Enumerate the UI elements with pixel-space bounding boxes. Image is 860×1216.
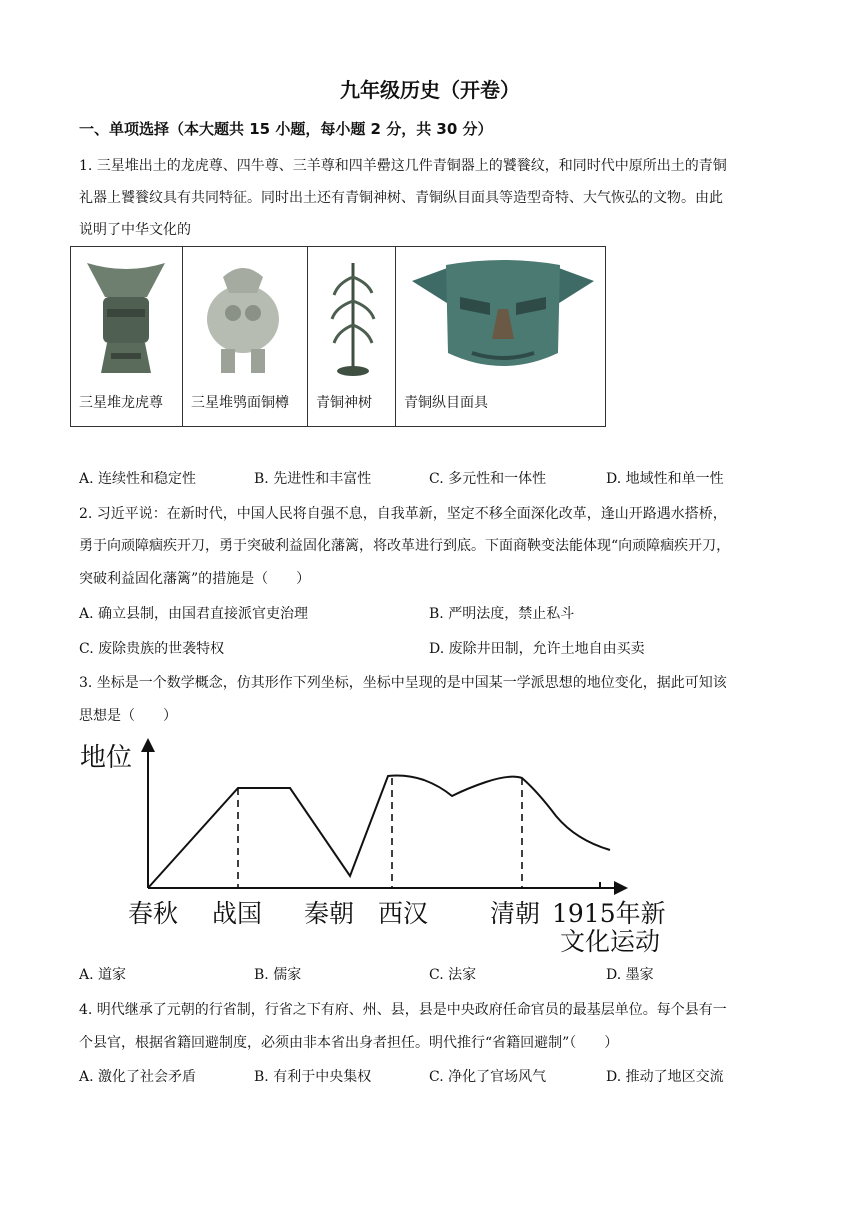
q2-option-a[interactable]: A. 确立县制，由国君直接派官吏治理: [79, 606, 309, 622]
caption-bronze-mask: 青铜纵目面具: [404, 395, 488, 411]
q4-option-c[interactable]: C. 净化了官场风气: [429, 1069, 547, 1085]
x-label-qingchao: 清朝: [490, 899, 541, 928]
x-label-qinchao: 秦朝: [304, 899, 355, 928]
page-title: 九年级历史（开卷）: [340, 78, 520, 102]
bronze-tree-image: [320, 257, 386, 379]
q1-line-2: 礼器上饕餮纹具有共同特征。同时出土还有青铜神树、青铜纵目面具等造型奇特、大气恢弘的文物。由此: [79, 190, 723, 206]
q4-option-b[interactable]: B. 有利于中央集权: [254, 1069, 372, 1085]
q2-option-d[interactable]: D. 废除井田制，允许土地自由买卖: [429, 641, 645, 657]
x-label-chunqiu: 春秋: [128, 899, 179, 928]
q3-option-c[interactable]: C. 法家: [429, 967, 477, 983]
q1-line-1: 1. 三星堆出土的龙虎尊、四牛尊、三羊尊和四羊罍这几件青铜器上的饕餮纹，和同时代中原所出土的青铜: [79, 158, 727, 174]
status-chart: [76, 736, 676, 958]
caption-longhu-zun: 三星堆龙虎尊: [79, 395, 163, 411]
artifact-cell-bronze-tree: [308, 247, 396, 427]
q4-option-a[interactable]: A. 激化了社会矛盾: [79, 1069, 197, 1085]
artifact-cell-longhu-zun: [71, 247, 183, 427]
q4-option-d[interactable]: D. 推动了地区交流: [606, 1069, 724, 1085]
q3-option-b[interactable]: B. 儒家: [254, 967, 302, 983]
q3-option-a[interactable]: A. 道家: [79, 967, 127, 983]
artifact-cell-xiaomian-zun: [183, 247, 308, 427]
caption-bronze-tree: 青铜神树: [316, 395, 372, 411]
caption-xiaomian-zun: 三星堆鸮面铜樽: [191, 395, 289, 411]
artifact-cell-bronze-mask: [396, 247, 606, 427]
q3-line-1: 3. 坐标是一个数学概念，仿其形作下列坐标，坐标中呈现的是中国某一学派思想的地位变化，据此可知该: [79, 675, 727, 691]
q4-line-1: 4. 明代继承了元朝的行省制，行省之下有府、州、县，县是中央政府任命官员的最基层单位。每个县有一: [79, 1002, 727, 1018]
chart-y-label: 地位: [80, 743, 133, 773]
q1-line-3: 说明了中华文化的: [79, 222, 191, 238]
bronze-zun-image: [77, 257, 175, 377]
x-label-zhanguo: 战国: [212, 899, 263, 928]
q1-option-a[interactable]: A. 连续性和稳定性: [79, 471, 197, 487]
q3-line-2: 思想是（ ）: [79, 708, 177, 724]
section-heading: 一、单项选择（本大题共 15 小题，每小题 2 分，共 30 分）: [79, 120, 493, 138]
x-label-1915: 1915年新: [552, 899, 666, 928]
q2-line-1: 2. 习近平说：在新时代，中国人民将自强不息，自我革新，坚定不移全面深化改革，逢山开路遇水搭桥，: [79, 506, 727, 522]
q3-option-d[interactable]: D. 墨家: [606, 967, 654, 983]
x-label-new-culture: 文化运动: [560, 927, 661, 956]
q2-line-2: 勇于向顽障痼疾开刀，勇于突破利益固化藩篱，将改革进行到底。下面商鞅变法能体现“向顽障痼疾开刀，: [79, 538, 731, 554]
q2-line-3: 突破利益固化藩篱”的措施是（ ）: [79, 571, 311, 587]
q1-option-c[interactable]: C. 多元性和一体性: [429, 471, 547, 487]
x-axis-arrow: [614, 881, 628, 895]
status-curve: [148, 776, 610, 889]
q1-option-b[interactable]: B. 先进性和丰富性: [254, 471, 372, 487]
y-axis-arrow: [141, 738, 155, 752]
q2-option-c[interactable]: C. 废除贵族的世袭特权: [79, 641, 225, 657]
owl-vessel-image: [193, 257, 297, 377]
q1-option-d[interactable]: D. 地域性和单一性: [606, 471, 724, 487]
artifact-table: [70, 246, 606, 427]
q4-line-2: 个县官，根据省籍回避制度，必须由非本省出身者担任。明代推行“省籍回避制”（ ）: [79, 1035, 619, 1051]
q2-option-b[interactable]: B. 严明法度，禁止私斗: [429, 606, 575, 622]
x-label-xihan: 西汉: [378, 899, 429, 928]
bronze-mask-image: [406, 257, 600, 379]
